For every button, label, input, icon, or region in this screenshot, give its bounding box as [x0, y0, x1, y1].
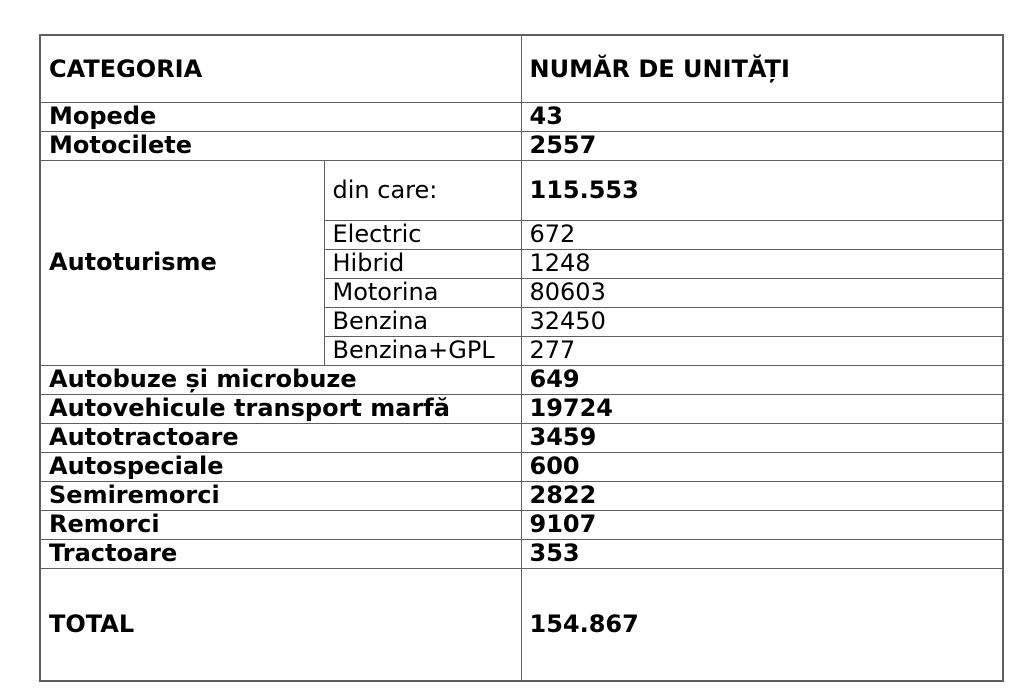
table-row	[40, 160, 1003, 220]
row-label-autospeciale: Autospeciale	[40, 452, 521, 481]
sub-row-value-electric: 672	[521, 220, 1003, 249]
row-value-mopede: 43	[521, 102, 1003, 131]
table-header-row	[40, 35, 1003, 102]
row-label-remorci: Remorci	[40, 510, 521, 539]
row-label-semiremorci: Semiremorci	[40, 481, 521, 510]
row-label-autovehicule: Autovehicule transport marfă	[40, 394, 521, 423]
total-value: 154.867	[521, 568, 1003, 681]
row-label-mopede: Mopede	[40, 102, 521, 131]
sub-row-value-benzina: 32450	[521, 307, 1003, 336]
sub-row-label-hibrid: Hibrid	[324, 249, 521, 278]
total-label: TOTAL	[40, 568, 521, 681]
row-label-autoturisme: Autoturisme	[40, 160, 324, 365]
row-value-autotractoare: 3459	[521, 423, 1003, 452]
sub-header-din-care: din care:	[324, 160, 521, 220]
sub-row-label-benzina-gpl: Benzina+GPL	[324, 336, 521, 365]
row-value-remorci: 9107	[521, 510, 1003, 539]
table-row	[40, 365, 1003, 394]
table-row	[40, 539, 1003, 568]
table-total-row	[40, 568, 1003, 681]
row-value-semiremorci: 2822	[521, 481, 1003, 510]
table-row	[40, 423, 1003, 452]
table-row	[40, 394, 1003, 423]
table-row	[40, 452, 1003, 481]
row-label-tractoare: Tractoare	[40, 539, 521, 568]
table-row	[40, 102, 1003, 131]
column-header-units: NUMĂR DE UNITĂȚI	[521, 35, 1003, 102]
row-value-motocilete: 2557	[521, 131, 1003, 160]
sub-row-value-hibrid: 1248	[521, 249, 1003, 278]
row-label-autotractoare: Autotractoare	[40, 423, 521, 452]
row-label-motocilete: Motocilete	[40, 131, 521, 160]
sub-row-label-motorina: Motorina	[324, 278, 521, 307]
row-value-tractoare: 353	[521, 539, 1003, 568]
row-label-autobuze: Autobuze și microbuze	[40, 365, 521, 394]
table-row	[40, 510, 1003, 539]
sub-row-value-motorina: 80603	[521, 278, 1003, 307]
row-value-autoturisme: 115.553	[521, 160, 1003, 220]
table-row	[40, 131, 1003, 160]
sub-row-label-electric: Electric	[324, 220, 521, 249]
vehicle-units-table	[39, 34, 1004, 682]
column-header-category: CATEGORIA	[40, 35, 521, 102]
table-row	[40, 481, 1003, 510]
row-value-autospeciale: 600	[521, 452, 1003, 481]
row-value-autobuze: 649	[521, 365, 1003, 394]
sub-row-label-benzina: Benzina	[324, 307, 521, 336]
row-value-autovehicule: 19724	[521, 394, 1003, 423]
sub-row-value-benzina-gpl: 277	[521, 336, 1003, 365]
